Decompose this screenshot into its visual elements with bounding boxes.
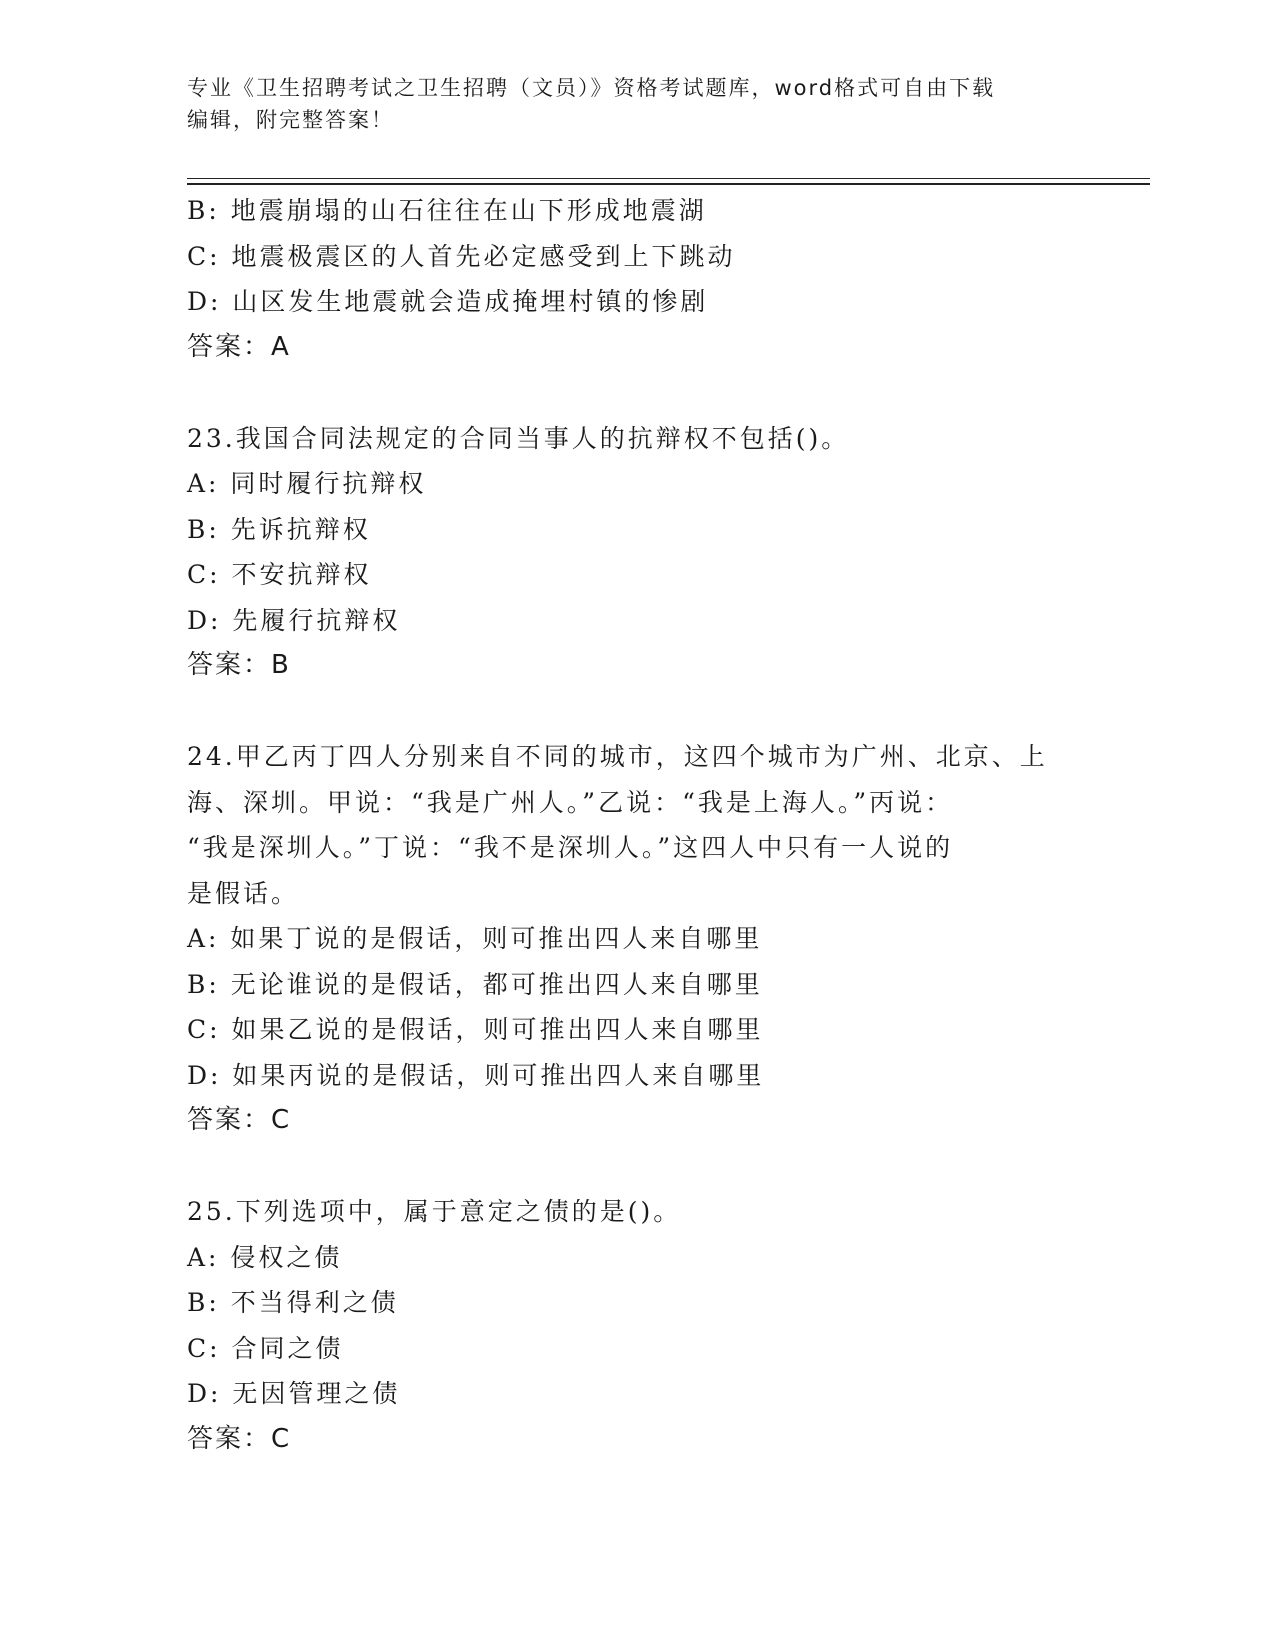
answer: 答案：B: [187, 650, 291, 680]
option-a: A: 如果丁说的是假话，则可推出四人来自哪里: [187, 924, 763, 953]
option-d: D: 先履行抗辩权: [187, 605, 401, 635]
option-b: B: 无论谁说的是假话，都可推出四人来自哪里: [187, 969, 763, 999]
spacer: [187, 370, 1087, 416]
answer: 答案：C: [187, 1105, 292, 1135]
option-d: D: 山区发生地震就会造成掩埋村镇的惨剧: [187, 287, 709, 316]
question-stem-line-2: 海、深圳。甲说：“我是广州人。”乙说：“我是上海人。”丙说：: [187, 787, 954, 817]
question-list: [187, 188, 1087, 1462]
question-stem-line-3: “我是深圳人。”丁说：“我不是深圳人。”这四人中只有一人说的: [187, 833, 954, 862]
document-header: [187, 72, 1067, 136]
header-line-1: 专业《卫生招聘考试之卫生招聘（文员）》资格考试题库，word格式可自由下载: [187, 76, 996, 100]
option-b: B: 不当得利之债: [187, 1288, 399, 1317]
question-stem-line-1: 24.甲乙丙丁四人分别来自不同的城市，这四个城市为广州、北京、上: [187, 742, 1048, 771]
option-b: B: 先诉抗辩权: [187, 514, 371, 544]
option-c: C: 地震极震区的人首先必定感受到上下跳动: [187, 241, 736, 271]
option-b: B: 地震崩塌的山石往往在山下形成地震湖: [187, 196, 707, 225]
option-d: D: 无因管理之债: [187, 1379, 401, 1408]
header-divider-thick: [187, 183, 1150, 185]
answer: 答案：A: [187, 331, 291, 362]
header-line-2: 编辑，附完整答案！: [187, 108, 394, 132]
question-stem: 23.我国合同法规定的合同当事人的抗辩权不包括()。: [187, 423, 850, 453]
question-25: [187, 1189, 1087, 1462]
question-stem: 25.下列选项中，属于意定之债的是()。: [187, 1197, 682, 1226]
question-23: [187, 416, 1087, 689]
answer: 答案：C: [187, 1423, 292, 1454]
option-c: C: 合同之债: [187, 1333, 344, 1363]
spacer: [187, 689, 1087, 735]
spacer: [187, 1144, 1087, 1190]
option-a: A: 侵权之债: [187, 1242, 343, 1272]
option-d: D: 如果丙说的是假话，则可推出四人来自哪里: [187, 1060, 765, 1090]
question-stem-line-4: 是假话。: [187, 878, 300, 908]
header-divider-thin: [187, 178, 1150, 179]
option-c: C: 不安抗辩权: [187, 560, 372, 589]
option-c: C: 如果乙说的是假话，则可推出四人来自哪里: [187, 1015, 764, 1044]
option-a: A: 同时履行抗辩权: [187, 469, 427, 498]
question-24: [187, 734, 1087, 1144]
question-22-partial: [187, 188, 1087, 370]
